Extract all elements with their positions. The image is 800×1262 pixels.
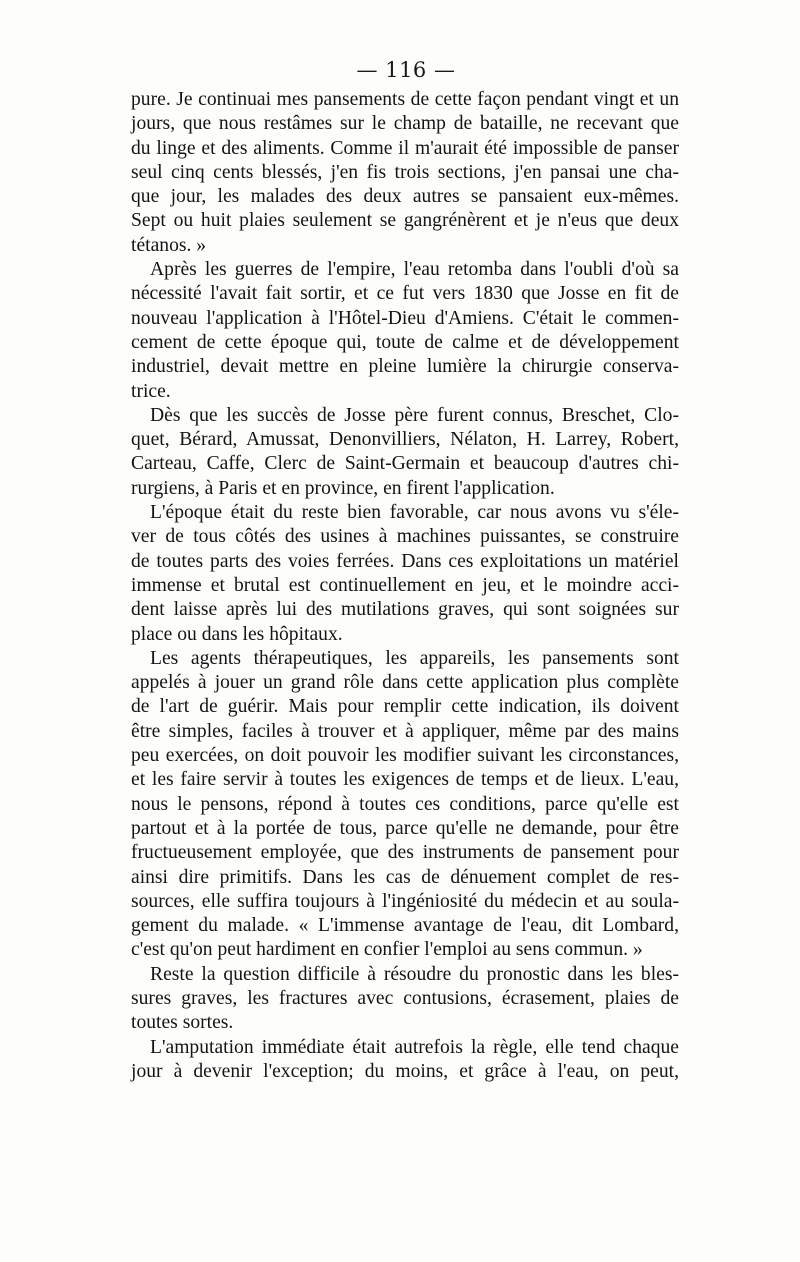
text-line: sures graves, les fractures avec contusions, écrasement, plaies de: [131, 987, 679, 1009]
text-line: L'époque était du reste bien favorable, car nous avons vu s'éle-: [150, 502, 679, 524]
text-line: peu exercées, on doit pouvoir les modifier suivant les circonstances,: [131, 745, 679, 767]
text-line: Les agents thérapeutiques, les appareils, les pansements sont: [150, 647, 679, 669]
text-line: nouveau l'application à l'Hôtel-Dieu d'Amiens. C'était le commen-: [131, 307, 679, 329]
text-line: quet, Bérard, Amussat, Denonvilliers, Nélaton, H. Larrey, Robert,: [131, 429, 679, 451]
text-line: de toutes parts des voies ferrées. Dans ces exploitations un matériel: [131, 550, 679, 572]
text-line: cement de cette époque qui, toute de calme et de développement: [131, 331, 679, 353]
text-line: ver de tous côtés des usines à machines puissantes, se construire: [131, 526, 679, 548]
text-line: de l'art de guérir. Mais pour remplir cette indication, ils doivent: [131, 696, 679, 718]
text-line: appelés à jouer un grand rôle dans cette application plus complète: [131, 672, 679, 694]
page-number: — 116 —: [356, 58, 456, 82]
text-line: seul cinq cents blessés, j'en fis trois sections, j'en pansai une cha-: [131, 161, 679, 183]
text-line: Dès que les succès de Josse père furent connus, Breschet, Clo-: [150, 404, 679, 426]
text-line: Sept ou huit plaies seulement se gangrénèrent et je n'eus que deux: [131, 210, 679, 232]
text-line: Carteau, Caffe, Clerc de Saint-Germain et beaucoup d'autres chi-: [131, 453, 679, 475]
text-line: immense et brutal est continuellement en jeu, et le moindre acci-: [131, 574, 679, 596]
text-line: être simples, faciles à trouver et à appliquer, même par des mains: [131, 720, 679, 742]
text-line: que jour, les malades des deux autres se pansaient eux-mêmes.: [131, 186, 679, 208]
text-line: trice.: [131, 380, 171, 402]
text-line: nécessité l'avait fait sortir, et ce fut vers 1830 que Josse en fit de: [131, 283, 679, 305]
text-line: jour à devenir l'exception; du moins, et grâce à l'eau, on peut,: [131, 1060, 679, 1082]
text-line: pure. Je continuai mes pansements de cette façon pendant vingt et un: [131, 89, 679, 110]
text-line: Reste la question difficile à résoudre du pronostic dans les bles-: [150, 963, 679, 985]
text-line: Après les guerres de l'empire, l'eau retomba dans l'oubli d'où sa: [150, 259, 679, 281]
text-line: c'est qu'on peut hardiment en confier l'emploi au sens commun. »: [131, 939, 643, 961]
text-line: toutes sortes.: [131, 1012, 234, 1034]
text-line: jours, que nous restâmes sur le champ de bataille, ne recevant que: [131, 113, 679, 135]
text-line: gement du malade. « L'immense avantage de l'eau, dit Lombard,: [131, 915, 679, 937]
text-line: L'amputation immédiate était autrefois la règle, elle tend chaque: [150, 1036, 679, 1058]
text-line: nous le pensons, répond à toutes ces conditions, parce qu'elle est: [131, 793, 679, 815]
text-line: et les faire servir à toutes les exigences de temps et de lieux. L'eau,: [131, 769, 679, 791]
text-line: sources, elle suffira toujours à l'ingéniosité du médecin et au soula-: [131, 890, 679, 912]
text-line: ainsi dire primitifs. Dans les cas de dénuement complet de res-: [131, 866, 679, 888]
body-text: [131, 88, 679, 1084]
text-line: du linge et des aliments. Comme il m'aurait été impossible de panser: [131, 137, 679, 159]
text-line: industriel, devait mettre en pleine lumière la chirurgie conserva-: [131, 356, 679, 378]
text-line: dent laisse après lui des mutilations graves, qui sont soignées sur: [131, 599, 679, 621]
text-line: tétanos. »: [131, 234, 207, 256]
text-line: partout et à la portée de tous, parce qu'elle ne demande, pour être: [131, 817, 679, 839]
text-line: place ou dans les hôpitaux.: [131, 623, 343, 645]
text-line: rurgiens, à Paris et en province, en firent l'application.: [131, 477, 555, 499]
text-line: fructueusement employée, que des instruments de pansement pour: [131, 842, 679, 864]
